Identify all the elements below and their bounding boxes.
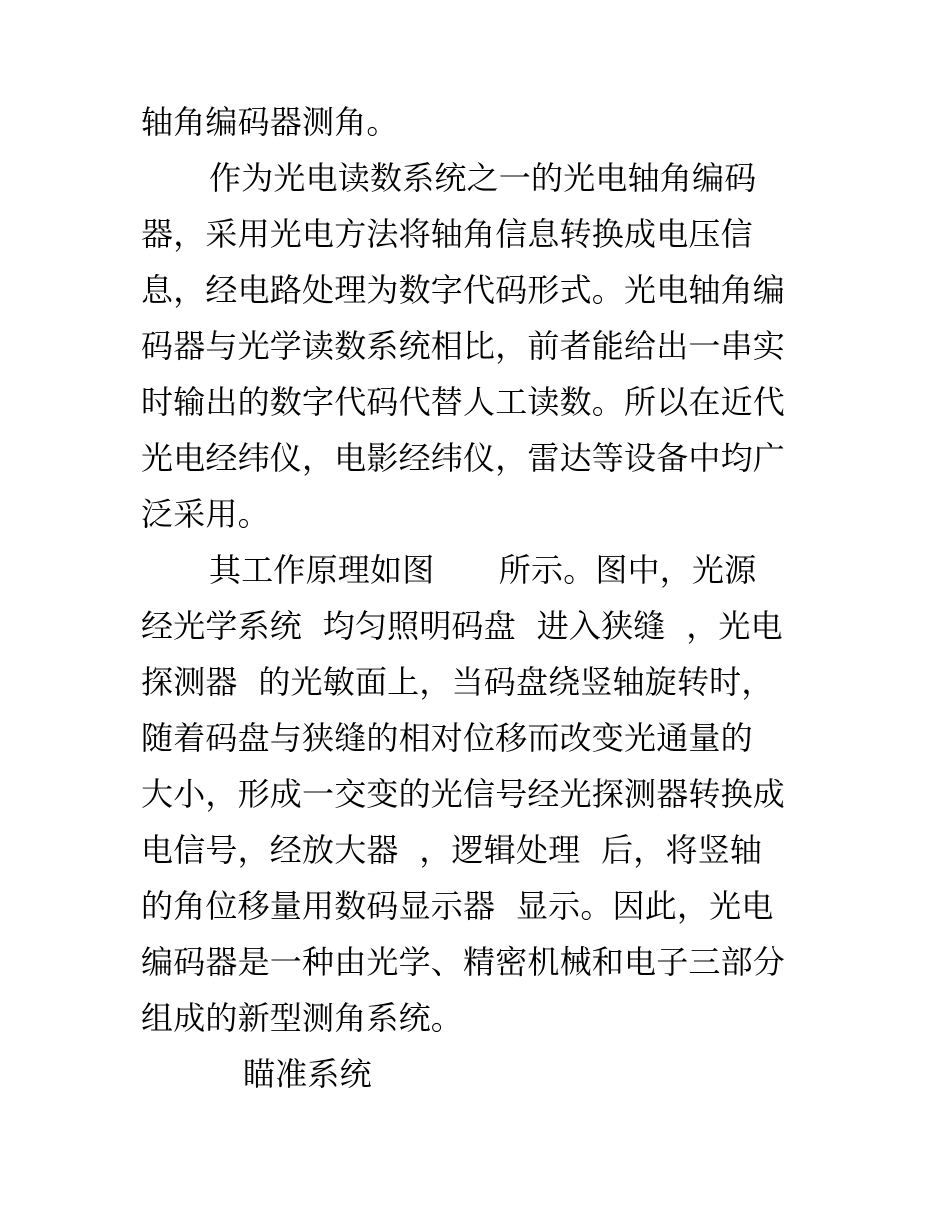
- paragraph-line: 作为光电读数系统之一的光电轴角编码: [209, 159, 757, 197]
- paragraph-line: 电信号，经放大器 ，逻辑处理 后，将竖轴: [141, 831, 763, 869]
- paragraph-line: 其工作原理如图 所示。图中，光源: [209, 551, 757, 589]
- paragraph-line: 组成的新型测角系统。: [141, 999, 464, 1037]
- paragraph-line: 息，经电路处理为数字代码形式。光电轴角编: [141, 271, 786, 309]
- paragraph-line: 轴角编码器测角。: [141, 103, 399, 141]
- paragraph-line: 经光学系统 均匀照明码盘 进入狭缝 ，光电: [141, 607, 783, 645]
- paragraph-line: 大小，形成一交变的光信号经光探测器转换成: [141, 775, 786, 813]
- paragraph-line: 泛采用。: [141, 495, 270, 533]
- paragraph-line: 随着码盘与狭缝的相对位移而改变光通量的: [141, 719, 753, 757]
- paragraph-line: 的角位移量用数码显示器 显示。因此，光电: [141, 887, 774, 925]
- paragraph-line: 光电经纬仪，电影经纬仪，雷达等设备中均广: [141, 439, 786, 477]
- paragraph-line: 探测器 的光敏面上，当码盘绕竖轴旋转时，: [141, 663, 774, 701]
- section-heading: 瞄准系统: [243, 1055, 372, 1093]
- paragraph-line: 编码器是一种由光学、精密机械和电子三部分: [141, 943, 786, 981]
- paragraph-line: 器，采用光电方法将轴角信息转换成电压信: [141, 215, 753, 253]
- paragraph-line: 时输出的数字代码代替人工读数。所以在近代: [141, 383, 786, 421]
- paragraph-line: 码器与光学读数系统相比，前者能给出一串实: [141, 327, 786, 365]
